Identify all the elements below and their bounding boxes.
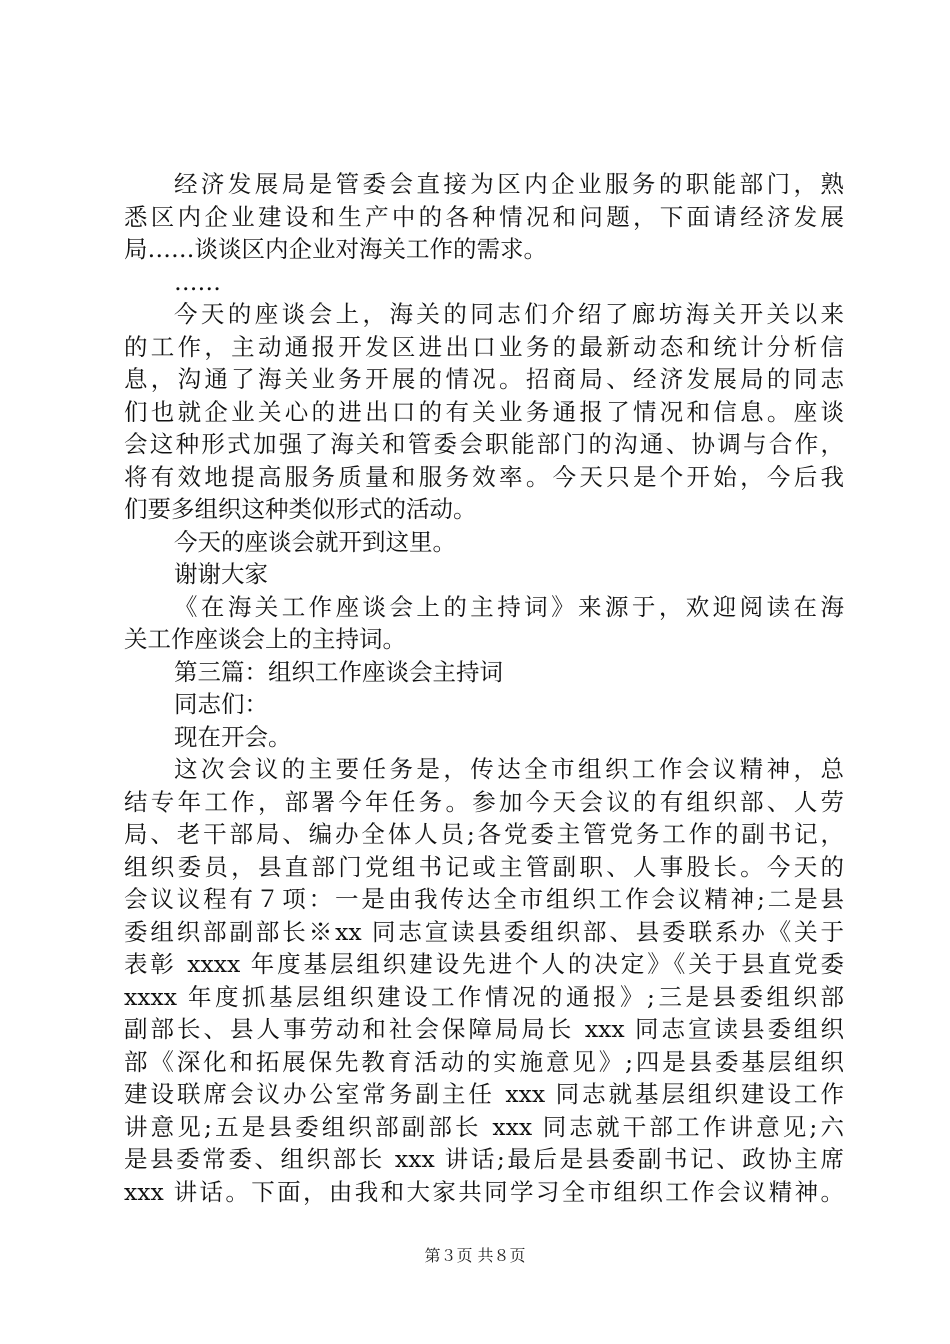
text-line: 这次会议的主要任务是，传达全市组织工作会议精神，总 (174, 755, 844, 783)
text-line: 建设联席会议办公室常务副主任 xxx 同志就基层组织建设工作 (124, 1080, 844, 1108)
text-line: 讲意见;五是县委组织部副部长 xxx 同志就干部工作讲意见;六 (124, 1112, 844, 1141)
text-line: 今天的座谈会上，海关的同志们介绍了廊坊海关开关以来 (174, 300, 844, 328)
text-line: 结专年工作，部署今年任务。参加今天会议的有组织部、人劳 (124, 787, 844, 816)
text-line: 《在海关工作座谈会上的主持词》来源于，欢迎阅读在海 (174, 592, 844, 621)
text-line: 局……谈谈区内企业对海关工作的需求。 (124, 235, 547, 263)
text-line: xxx 讲话。下面，由我和大家共同学习全市组织工作会议精神。 (124, 1177, 844, 1206)
text-line: 的工作，主动通报开发区进出口业务的最新动态和统计分析信 (124, 332, 844, 361)
text-line: xxxx 年度抓基层组织建设工作情况的通报》;三是县委组织部 (124, 982, 844, 1011)
text-line: 经济发展局是管委会直接为区内企业服务的职能部门，熟 (174, 170, 844, 198)
text-line: 是县委常委、组织部长 xxx 讲话;最后是县委副书记、政协主席 (124, 1145, 844, 1173)
section-heading: 第三篇：组织工作座谈会主持词 (174, 657, 503, 686)
text-line: 副部长、县人事劳动和社会保障局局长 xxx 同志宣读县委组织 (124, 1015, 844, 1043)
text-line: 们也就企业关心的进出口的有关业务通报了情况和信息。座谈 (124, 397, 844, 426)
text-line: 将有效地提高服务质量和服务效率。今天只是个开始，今后我 (124, 462, 844, 491)
text-line: 谢谢大家 (174, 560, 268, 588)
document-body (124, 168, 844, 1208)
text-line: 委组织部副部长※xx 同志宣读县委组织部、县委联系办《关于 (124, 917, 844, 946)
text-line: 悉区内企业建设和生产中的各种情况和问题，下面请经济发展 (124, 202, 844, 231)
text-line: …… (174, 267, 221, 296)
text-line: 组织委员，县直部门党组书记或主管副职、人事股长。今天的 (124, 852, 844, 881)
text-line: 关工作座谈会上的主持词。 (124, 625, 406, 653)
text-line: 现在开会。 (174, 722, 292, 751)
text-line: 会这种形式加强了海关和管委会职能部门的沟通、协调与合作， (124, 430, 844, 458)
text-line: 部《深化和拓展保先教育活动的实施意见》;四是县委基层组织 (124, 1047, 844, 1076)
text-line: 局、老干部局、编办全体人员;各党委主管党务工作的副书记， (124, 820, 844, 848)
text-line: 今天的座谈会就开到这里。 (174, 527, 456, 556)
text-line: 们要多组织这种类似形式的活动。 (124, 495, 477, 523)
text-line: 息，沟通了海关业务开展的情况。招商局、经济发展局的同志 (124, 365, 844, 393)
text-line: 表彰 xxxx 年度基层组织建设先进个人的决定》《关于县直党委 (124, 950, 844, 978)
text-line: 同志们： (174, 690, 268, 718)
text-line: 会议议程有７项：一是由我传达全市组织工作会议精神;二是县 (124, 885, 844, 913)
page-number: 第３页 共８页 (424, 1246, 526, 1265)
